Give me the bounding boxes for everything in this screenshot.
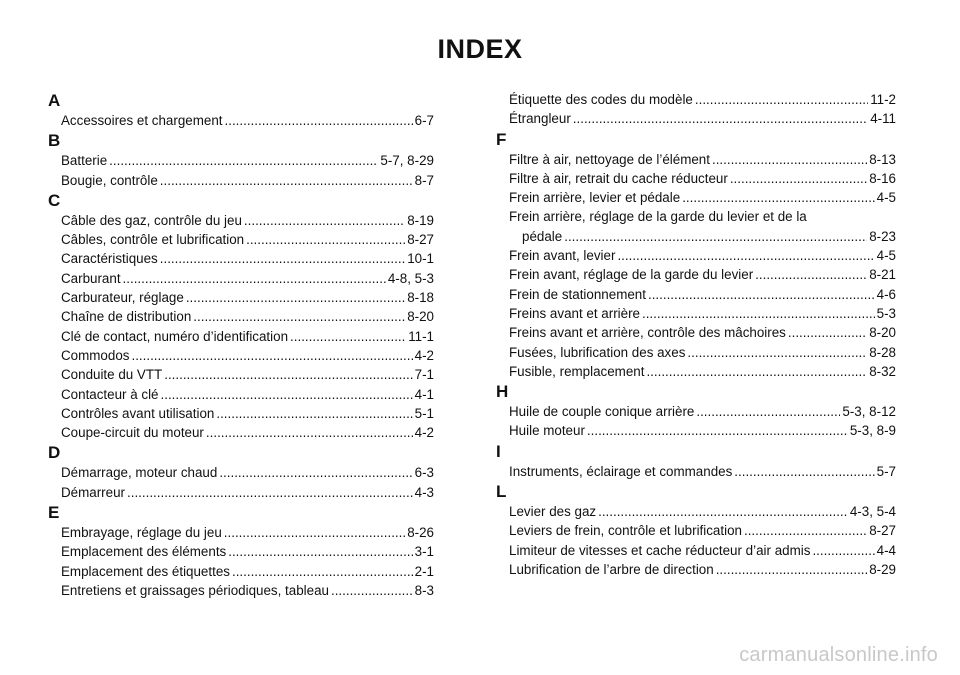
index-entry-text: Frein arrière, levier et pédale [509, 190, 681, 206]
index-entry-text: Lubrification de l’arbre de direction [509, 561, 714, 577]
index-entry-text: Clé de contact, numéro d’identification [61, 328, 289, 344]
index-entry-pages: 8-20 [869, 325, 896, 341]
index-entry-text: Frein arrière, réglage de la garde du levier et de la [509, 209, 807, 225]
index-entry-text: Huile de couple conique arrière [509, 404, 695, 420]
section-letter: D [48, 443, 61, 463]
index-entry-text: Câble des gaz, contrôle du jeu [61, 212, 242, 228]
index-entry [61, 562, 434, 581]
index-entry-pages: 11-2 [870, 92, 896, 107]
index-entry [61, 307, 434, 326]
index-entry [509, 150, 896, 169]
index-entry-text: Limiteur de vitesses et cache réducteur d’air admis [509, 542, 811, 558]
index-entry-pages: 8-29 [869, 561, 896, 577]
index-entry [509, 362, 896, 381]
index-entry [509, 462, 896, 481]
dot-leader [244, 211, 405, 230]
dot-leader [206, 423, 413, 442]
index-entry-pages: 4-4 [876, 542, 896, 558]
section-letter: L [496, 482, 507, 502]
index-entry [509, 265, 896, 284]
index-entry-pages: 8-28 [869, 344, 896, 360]
dot-leader [744, 521, 867, 540]
index-entry [509, 521, 896, 540]
index-entry-text: Leviers de frein, contrôle et lubrification [509, 523, 742, 539]
index-entry-text: Bougie, contrôle [61, 172, 158, 188]
index-entry [61, 365, 434, 384]
index-entry-text: Câbles, contrôle et lubrification [61, 232, 245, 248]
dot-leader [186, 288, 405, 307]
dot-leader [573, 109, 868, 128]
index-entry-pages: 4-6 [876, 286, 896, 302]
dot-leader [160, 249, 405, 268]
index-entry [61, 423, 434, 442]
index-entry-pages: 4-2 [414, 425, 434, 441]
dot-leader [642, 304, 875, 323]
index-entry-text: Freins avant et arrière [509, 305, 640, 321]
dot-leader [161, 385, 413, 404]
dot-leader [755, 265, 867, 284]
dot-leader [646, 362, 867, 381]
index-entry [509, 343, 896, 362]
index-entry [61, 111, 434, 130]
index-entry [509, 285, 896, 304]
index-entry [61, 151, 434, 170]
dot-leader [617, 246, 874, 265]
dot-leader [730, 169, 867, 188]
index-column-left [48, 90, 434, 600]
index-entry [61, 269, 434, 288]
dot-leader [232, 562, 413, 581]
index-entry-pages: 8-19 [407, 212, 434, 228]
index-entry-text: Instruments, éclairage et commandes [509, 463, 733, 479]
index-entry [509, 109, 896, 128]
dot-leader [682, 188, 874, 207]
index-entry-pages: 8-32 [869, 363, 896, 379]
index-entry-pages: 8-27 [869, 523, 896, 539]
index-entry-pages: 8-20 [407, 309, 434, 325]
index-entry-text: Frein avant, réglage de la garde du levier [509, 267, 754, 283]
dot-leader [695, 90, 868, 109]
index-entry-pages: 8-7 [414, 172, 434, 188]
dot-leader [587, 421, 848, 440]
dot-leader [712, 150, 867, 169]
dot-leader [109, 151, 378, 170]
section-letter: E [48, 503, 60, 523]
index-entry-pages: 8-21 [869, 267, 896, 283]
index-entry [509, 421, 896, 440]
index-entry-pages: 3-1 [414, 544, 434, 560]
index-entry-text: Filtre à air, retrait du cache réducteur [509, 170, 728, 186]
index-entry-text: Carburant [61, 270, 121, 286]
section-letter: A [48, 91, 61, 110]
dot-leader [193, 307, 405, 326]
index-entry-text: Emplacement des éléments [61, 544, 227, 560]
index-entry-text: Contrôles avant utilisation [61, 405, 215, 421]
index-entry-pages: 6-7 [414, 113, 434, 128]
index-entry [61, 346, 434, 365]
index-entry [61, 542, 434, 561]
index-entry [509, 188, 896, 207]
dot-leader [716, 560, 867, 579]
index-entry [61, 463, 434, 482]
index-entry-pages: 5-3 [876, 305, 896, 321]
index-entry [509, 304, 896, 323]
index-entry [61, 288, 434, 307]
index-entry-text: Fusées, lubrification des axes [509, 344, 686, 360]
index-entry-text: Conduite du VTT [61, 367, 163, 383]
index-entry [509, 246, 896, 265]
index-entry-pages: 4-3 [414, 484, 434, 500]
index-entry-text: Batterie [61, 153, 108, 169]
dot-leader [734, 462, 874, 481]
section-letter: C [48, 190, 61, 210]
index-entry-pages: 5-3, 8-9 [849, 423, 896, 439]
index-entry-pages: 7-1 [414, 367, 434, 383]
index-entry-pages: 5-3, 8-12 [842, 404, 896, 420]
dot-leader [219, 463, 412, 482]
watermark-text: carmanualsonline.info [739, 644, 938, 666]
index-entry-pages: 5-7 [876, 463, 896, 479]
dot-leader [696, 402, 840, 421]
index-entry [61, 327, 434, 346]
index-entry [61, 404, 434, 423]
dot-leader [131, 346, 412, 365]
index-entry-pages: 4-5 [876, 190, 896, 206]
index-entry-text: Levier des gaz [509, 504, 597, 520]
dot-leader [228, 542, 412, 561]
index-entry-text: Coupe-circuit du moteur [61, 425, 204, 441]
page-title: INDEX [437, 34, 523, 64]
index-column-right [496, 90, 896, 579]
index-entry-text: Emplacement des étiquettes [61, 563, 230, 579]
index-entry-pages: 8-27 [407, 232, 434, 248]
index-entry [61, 523, 434, 542]
index-entry-text: Chaîne de distribution [61, 309, 192, 325]
dot-leader [788, 323, 867, 342]
index-entry [61, 483, 434, 502]
dot-leader [225, 111, 413, 130]
index-entry [61, 230, 434, 249]
dot-leader [812, 541, 874, 560]
index-entry [509, 541, 896, 560]
index-entry [509, 90, 896, 109]
section-letter: F [496, 129, 507, 149]
index-entry-pages: 6-3 [414, 465, 434, 481]
section-letter: B [48, 131, 61, 151]
index-entry-text: Démarreur [61, 484, 125, 500]
index-entry-text: Contacteur à clé [61, 386, 159, 402]
dot-leader [331, 581, 413, 600]
index-entry [61, 211, 434, 230]
index-entry [509, 560, 896, 579]
index-entry [61, 385, 434, 404]
index-entry [509, 169, 896, 188]
index-entry-text: Frein de stationnement [509, 286, 646, 302]
dot-leader [687, 343, 867, 362]
index-entry-text: Commodos [61, 347, 130, 363]
index-entry-pages: 8-13 [869, 151, 896, 167]
index-entry-text: Embrayage, réglage du jeu [61, 525, 222, 541]
dot-leader [246, 230, 405, 249]
index-entry [522, 227, 896, 246]
dot-leader [564, 227, 867, 246]
dot-leader [164, 365, 412, 384]
index-entry-pages: 4-5 [876, 248, 896, 264]
index-entry-text: Étiquette des codes du modèle [509, 92, 693, 107]
index-entry-text: Carburateur, réglage [61, 290, 184, 306]
dot-leader [598, 502, 848, 521]
index-entry-text: Étrangleur [509, 111, 571, 127]
index-entry-text: Démarrage, moteur chaud [61, 465, 218, 481]
index-entry-text: Fusible, remplacement [509, 363, 645, 379]
index-entry-pages: 8-16 [869, 170, 896, 186]
section-letter: I [496, 441, 501, 461]
dot-leader [123, 269, 386, 288]
index-entry-text: Caractéristiques [61, 251, 158, 267]
index-entry-pages: 4-8, 5-3 [387, 270, 434, 286]
index-entry-pages: 11-1 [408, 328, 434, 344]
index-entry [509, 207, 896, 226]
index-entry-text: Freins avant et arrière, contrôle des mâchoires [509, 325, 786, 341]
dot-leader [224, 523, 405, 542]
index-entry-text: Huile moteur [509, 423, 585, 439]
index-entry [61, 249, 434, 268]
dot-leader [216, 404, 412, 423]
index-entry-pages: 8-26 [407, 525, 434, 541]
index-entry [61, 171, 434, 190]
index-entry-text: Entretiens et graissages périodiques, tableau [61, 582, 329, 598]
index-entry [509, 402, 896, 421]
index-entry-pages: 4-2 [414, 347, 434, 363]
index-entry-pages: 8-23 [869, 228, 896, 244]
index-entry [61, 581, 434, 600]
dot-leader [160, 171, 413, 190]
index-entry-pages: 4-11 [870, 111, 896, 127]
index-entry-pages: 8-3 [414, 582, 434, 598]
index-entry-pages: 5-1 [414, 405, 434, 421]
dot-leader [648, 285, 875, 304]
index-entry-pages: 4-1 [414, 386, 434, 402]
index-entry [509, 323, 896, 342]
index-entry-text: pédale [522, 228, 563, 244]
index-entry-pages: 4-3, 5-4 [849, 504, 896, 520]
index-entry-text: Accessoires et chargement [61, 113, 223, 128]
section-letter: H [496, 382, 509, 402]
index-entry-pages: 10-1 [407, 251, 434, 267]
index-entry-text: Frein avant, levier [509, 248, 616, 264]
dot-leader [290, 327, 406, 346]
index-entry-pages: 2-1 [414, 563, 434, 579]
index-entry-text: Filtre à air, nettoyage de l’élément [509, 151, 710, 167]
index-entry [509, 502, 896, 521]
dot-leader [127, 483, 413, 502]
index-entry-pages: 5-7, 8-29 [380, 153, 434, 169]
index-entry-pages: 8-18 [407, 290, 434, 306]
